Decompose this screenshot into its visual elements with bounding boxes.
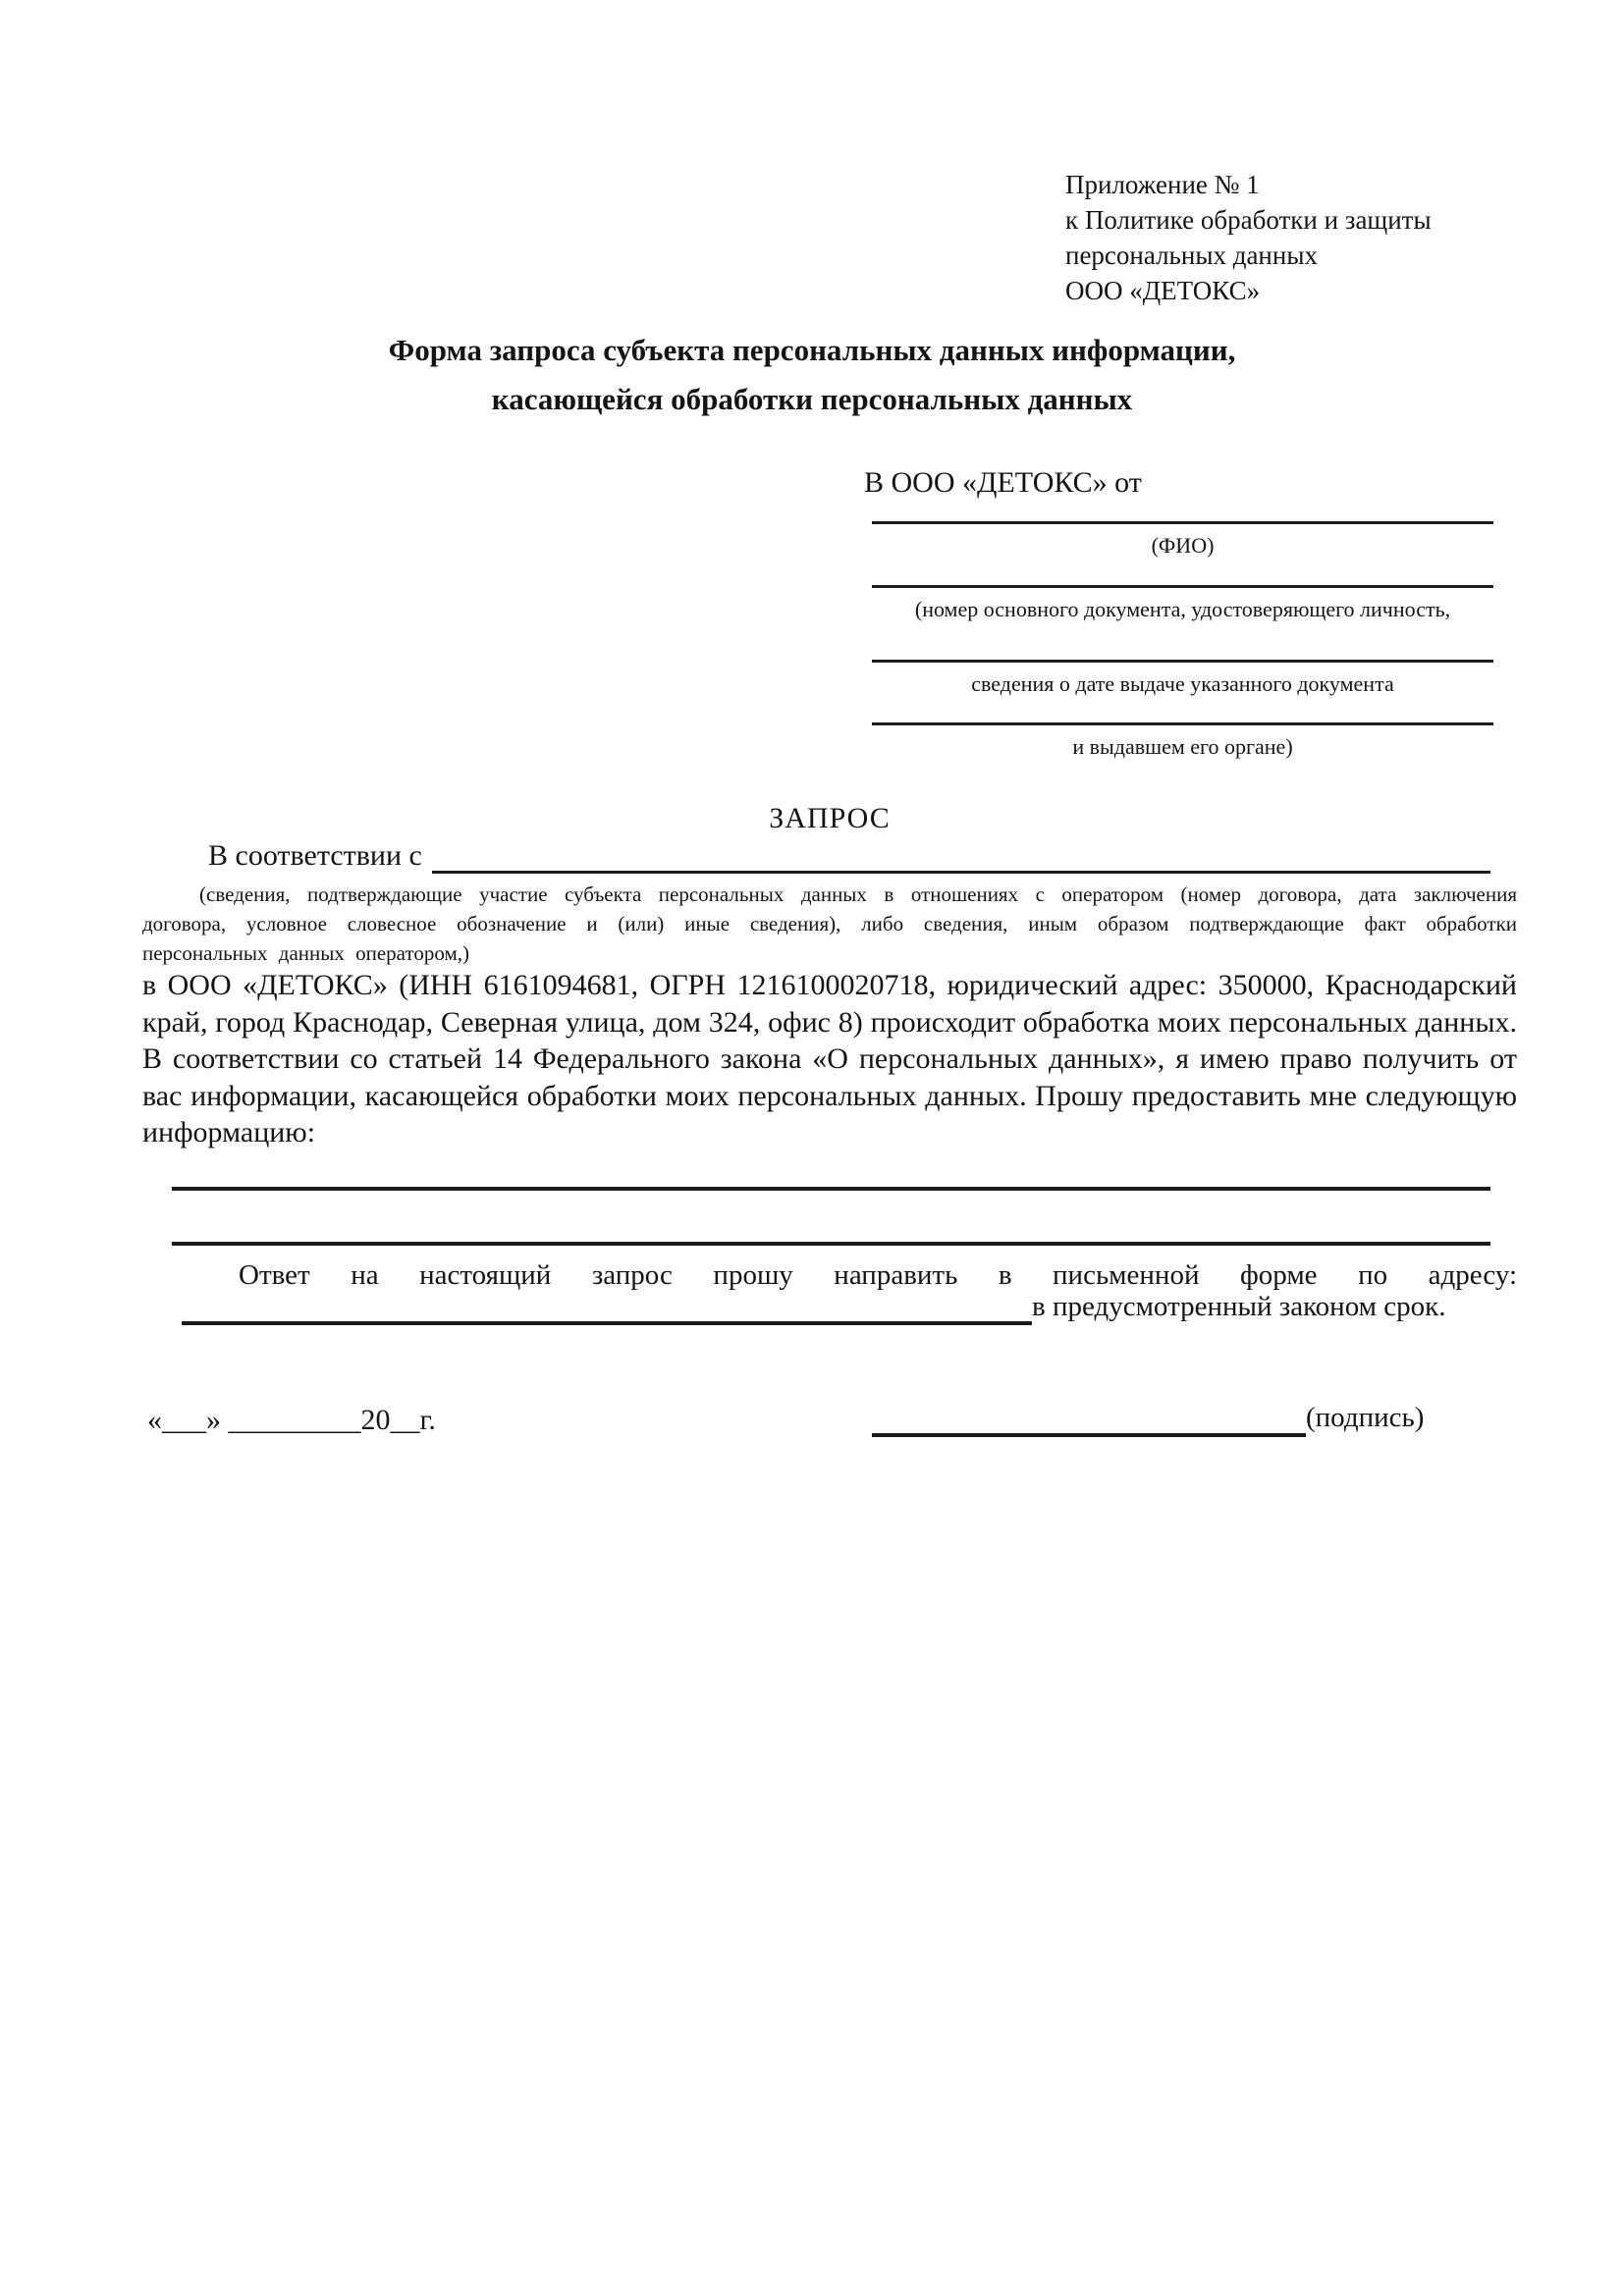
issue-date-caption: сведения о дате выдаче указанного документа — [971, 671, 1394, 696]
annex-line-3: персональных данных — [1065, 240, 1318, 270]
basis-row — [208, 838, 1490, 874]
document-number-blank-line — [872, 585, 1493, 588]
reply-suffix: в предусмотренный законом срок. — [1032, 1291, 1446, 1322]
document-title-line-1: Форма запроса субъекта персональных данных информации, — [388, 333, 1236, 367]
basis-note: (сведения, подтверждающие участие субъекта персональных данных в отношениях с оператором (номер договора, дата заключения договора, условное словесное обозначение и (или) иные сведения), либо сведения, иным образом подтверждающие факт обработки персональных данных оператором,) — [142, 882, 1517, 965]
annex-line-4: ООО «ДЕТОКС» — [1065, 276, 1261, 305]
request-body: в ООО «ДЕТОКС» (ИНН 6161094681, ОГРН 1216100020718, юридический адрес: 350000, Краснодарский край, город Краснодар, Северная улица, дом 324, офис 8) происходит обработка моих персональных данных. В соответствии со статьей 14 Федерального закона «О персональных данных», я имею право получить от вас информации, касающейся обработки моих персональных данных. Прошу предоставить мне следующую информацию: — [142, 969, 1517, 1148]
fio-caption: (ФИО) — [1151, 533, 1215, 558]
document-title — [125, 326, 1499, 424]
issuing-authority-blank-line — [872, 722, 1493, 725]
request-heading: ЗАПРОС — [769, 802, 891, 834]
document-number-caption: (номер основного документа, удостоверяющего личность, — [914, 597, 1451, 621]
reply-address-row — [182, 1288, 1445, 1325]
info-blank-line-1 — [172, 1187, 1490, 1191]
annex-block — [1065, 167, 1432, 308]
signature-row — [872, 1398, 1424, 1437]
basis-prefix: В соответствии с — [208, 839, 422, 872]
issuing-authority-caption: и выдавшем его органе) — [1072, 734, 1293, 759]
reply-sentence: Ответ на настоящий запрос прошу направить в письменной форме по адресу: — [239, 1259, 1517, 1291]
date-field: «___» _________20__г. — [147, 1404, 436, 1436]
address-blank-line — [182, 1288, 1032, 1325]
document-title-line-2: касающейся обработки персональных данных — [491, 382, 1133, 416]
signature-caption: (подпись) — [1306, 1402, 1425, 1433]
basis-blank-line — [432, 841, 1490, 874]
annex-line-2: к Политике обработки и защиты — [1065, 205, 1432, 235]
issue-date-blank-line — [872, 660, 1493, 663]
annex-line-1: Приложение № 1 — [1065, 170, 1260, 199]
signature-blank-line — [872, 1398, 1306, 1437]
fio-blank-line — [872, 521, 1493, 524]
info-blank-line-2 — [172, 1242, 1490, 1246]
addressee-line: В ООО «ДЕТОКС» от — [864, 466, 1142, 499]
